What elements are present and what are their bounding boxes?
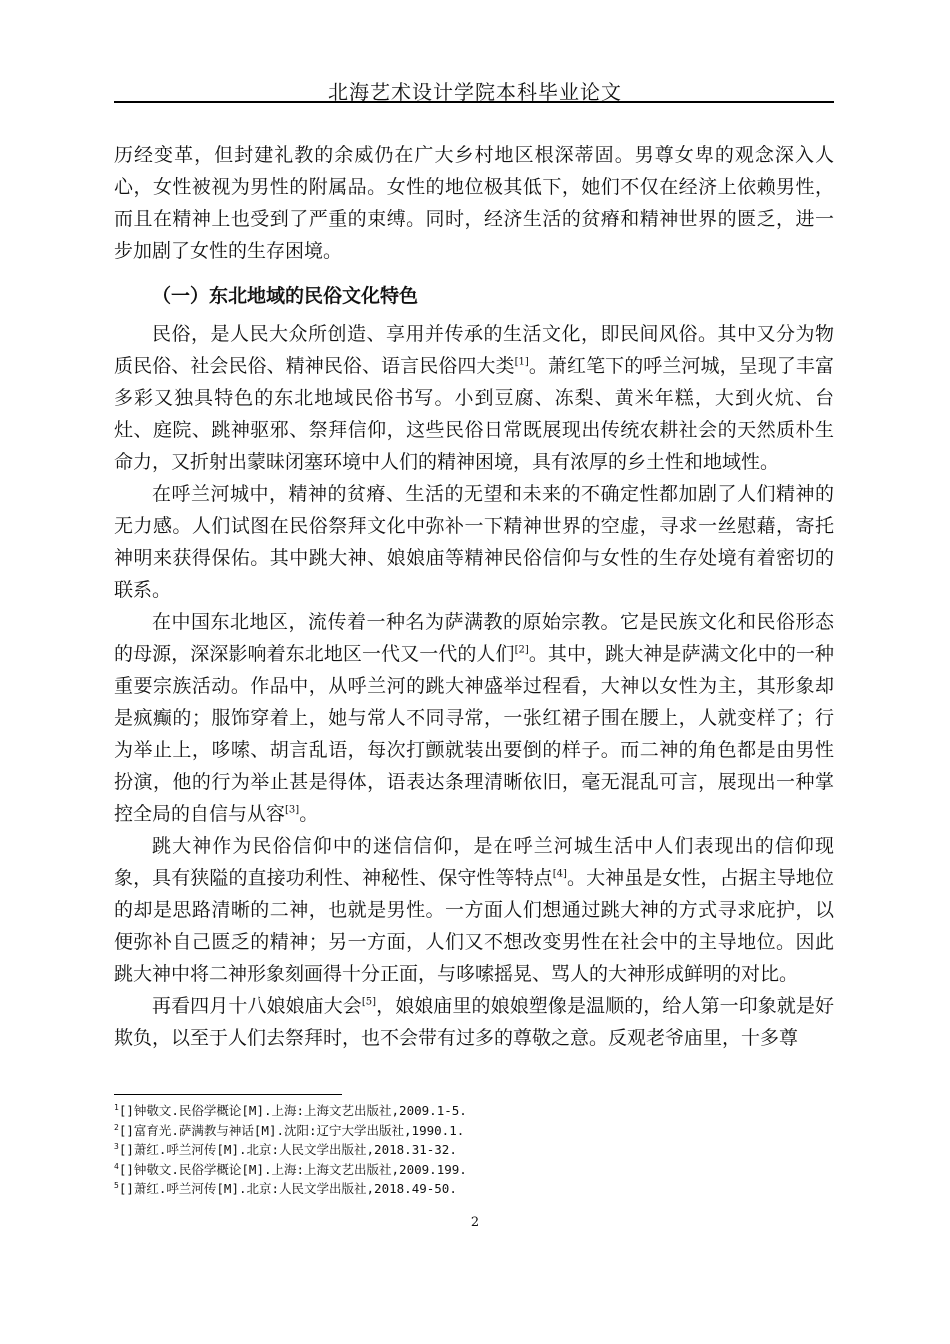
footnote-text: []富育光.萨满教与神话[M].沈阳:辽宁大学出版社,1990.1.	[118, 1122, 465, 1138]
footnote-item	[114, 1179, 467, 1199]
citation-ref: [5]	[361, 996, 377, 1008]
paragraph-text: 民俗，是人民大众所创造、享用并传承的生活文化，即民间风俗。其中又分为物质民俗、社会民俗、精神民俗、语言民俗四大类	[114, 323, 834, 377]
footnote-rule	[114, 1094, 342, 1095]
footnote-text: []钟敬文.民俗学概论[M].上海:上海文艺出版社,2009.199.	[118, 1161, 467, 1177]
footnote-mark: 3	[114, 1141, 119, 1151]
paragraph-text: 在中国东北地区，流传着一种名为萨满教的原始宗教。它是民族文化和民俗形态的母源，深深影响着东北地区一代又一代的人们	[114, 611, 834, 665]
header-rule	[114, 101, 834, 103]
footnote-item	[114, 1121, 467, 1141]
paragraph-spiritual-poverty: 在呼兰河城中，精神的贫瘠、生活的无望和未来的不确定性都加剧了人们精神的无力感。人们试图在民俗祭拜文化中弥补一下精神世界的空虚，寻求一丝慰藉，寄托神明来获得保佑。其中跳大神、娘娘庙等精神民俗信仰与女性的生存处境有着密切的联系。	[114, 483, 834, 601]
section-heading: （一）东北地域的民俗文化特色	[152, 285, 419, 307]
paragraph-folk-customs	[114, 318, 834, 478]
paragraph-text: 再看四月十八娘娘庙大会	[152, 995, 362, 1017]
citation-ref: [3]	[285, 804, 300, 816]
footnote-text: []钟敬文.民俗学概论[M].上海:上海文艺出版社,2009.1-5.	[118, 1103, 467, 1118]
paragraph-text: 。大神虽是女性，占据主导地位的却是思路清晰的二神，也就是男性。一方面人们想通过跳大神的方式寻求庇护，以便弥补自己匮乏的精神；另一方面，人们又不想改变男性在社会中的主导地位。因此跳大神中将二神形象刻画得十分正面，与哆嗦摇晃、骂人的大神形成鲜明的对比。	[114, 867, 834, 985]
citation-ref: [4]	[552, 868, 567, 880]
paragraph-text: 跳大神作为民俗信仰中的迷信信仰，是在呼兰河城生活中人们表现出的信仰现象，具有狭隘的直接功利性、神秘性、保守性等特点	[114, 835, 834, 889]
paragraph-text: 。其中，跳大神是萨满文化中的一种重要宗族活动。作品中，从呼兰河的跳大神盛举过程看，大神以女性为主，其形象却是疯癫的；服饰穿着上，她与常人不同寻常，一张红裙子围在腰上，人就变样了；行为举止上，哆嗦、胡言乱语，每次打颤就装出要倒的样子。而二神的角色都是由男性扮演，他的行为举止甚是得体，语表达条理清晰依旧，毫无混乱可言，展现出一种掌控全局的自信与从容	[114, 643, 834, 825]
footnote-item	[114, 1140, 467, 1160]
running-header: 北海艺术设计学院本科毕业论文	[328, 80, 622, 104]
footnote-item	[114, 1160, 467, 1180]
footnotes	[114, 1101, 467, 1199]
citation-ref: [2]	[514, 644, 529, 656]
footnote-mark: 4	[114, 1161, 119, 1171]
paragraph-superstition	[114, 830, 834, 990]
footnote-mark: 1	[114, 1102, 119, 1112]
paragraph-temple-fair	[114, 990, 834, 1054]
footnote-text: []萧红.呼兰河传[M].北京:人民文学出版社,2018.31-32.	[118, 1142, 457, 1157]
page-number: 2	[470, 1215, 480, 1230]
paragraph-text: ，娘娘庙里的娘娘塑像是温顺的，给人第一印象就是好欺负，以至于人们去祭拜时，也不会带有过多的尊敬之意。反观老爷庙里，十多尊	[114, 995, 834, 1049]
footnote-text: []萧红.呼兰河传[M].北京:人民文学出版社,2018.49-50.	[118, 1181, 457, 1196]
paragraph-shamanism	[114, 606, 834, 830]
footnote-item	[114, 1101, 467, 1121]
footnote-mark: 2	[114, 1122, 119, 1132]
paragraph-text: 。萧红笔下的呼兰河城，呈现了丰富多彩又独具特色的东北地域民俗书写。小到豆腐、冻梨、黄米年糕，大到火炕、台灶、庭院、跳神驱邪、祭拜信仰，这些民俗日常既展现出传统农耕社会的天然质朴生命力，又折射出蒙昧闭塞环境中人们的精神困境，具有浓厚的乡土性和地域性。	[114, 355, 834, 473]
paragraph-text: 。	[299, 803, 319, 825]
citation-ref: [1]	[514, 356, 529, 368]
footnote-mark: 5	[114, 1180, 119, 1190]
paragraph-continued: 历经变革，但封建礼教的余威仍在广大乡村地区根深蒂固。男尊女卑的观念深入人心，女性被视为男性的附属品。女性的地位极其低下，她们不仅在经济上依赖男性，而且在精神上也受到了严重的束缚。同时，经济生活的贫瘠和精神世界的匮乏，进一步加剧了女性的生存困境。	[114, 144, 834, 262]
